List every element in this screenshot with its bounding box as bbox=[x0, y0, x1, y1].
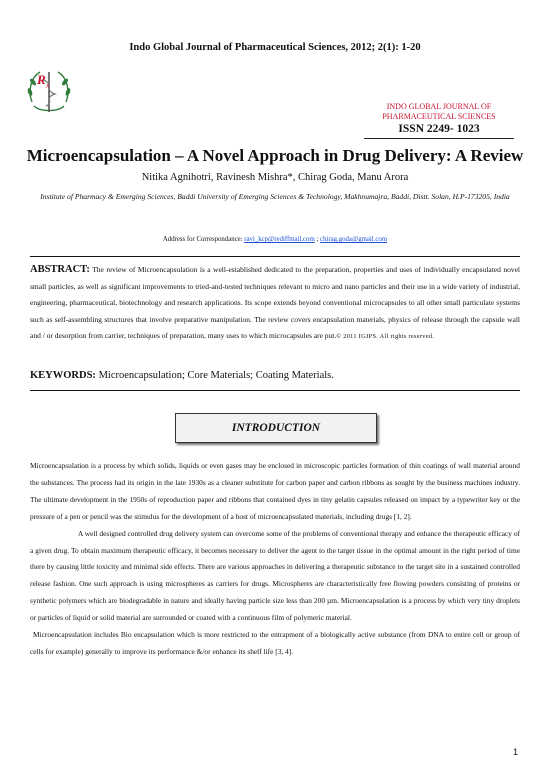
introduction-body bbox=[30, 458, 520, 661]
journal-header: Indo Global Journal of Pharmaceutical Sciences, 2012; 2(1): 1-20 bbox=[129, 42, 421, 53]
brand-line-1: INDO GLOBAL JOURNAL OF bbox=[386, 102, 492, 111]
paragraph-3: Microencapsulation includes Bio encapsulation which is more restricted to the entrapment of a biologically active substance (from DNA to entire cell or group of cells for example) generally to improve its performance &/or enhance its shelf life [3, 4]. bbox=[30, 630, 520, 656]
article-affiliation: Institute of Pharmacy & Emerging Sciences, Baddi University of Emerging Sciences & Technology, Makhnumajra, Baddi, Distt. Solan, H.P-173205, India bbox=[40, 192, 510, 201]
paragraph-1: Microencapsulation is a process by which solids, liquids or even gases may be enclosed in microscopic particles formation of thin coatings of wall material around the substances. The process had its origin in the late 1930s as a cleaner substitute for carbon paper and carbon ribbons as sought by the business machines industry. The ultimate development in the 1950s of reproduction paper and ribbons that contained dyes in tiny gelatin capsules released on impact by a typewriter key or the pressure of a pen or pencil was the stimulus for the development of a host of microencapsulated materials, including drugs [1, 2]. bbox=[30, 461, 520, 521]
keywords bbox=[30, 370, 520, 381]
abstract-label: ABSTRACT: bbox=[30, 264, 90, 275]
section-heading-text: INTRODUCTION bbox=[231, 422, 321, 434]
svg-text:x: x bbox=[46, 81, 50, 90]
svg-text:R: R bbox=[37, 72, 46, 87]
correspondence bbox=[0, 236, 550, 243]
issn: ISSN 2249- 1023 bbox=[398, 123, 480, 135]
keywords-text: Microencapsulation; Core Materials; Coating Materials. bbox=[98, 370, 334, 381]
email-link-1[interactable]: ravi_kcp@rediffmail.com bbox=[244, 236, 315, 243]
divider-top bbox=[30, 256, 520, 257]
section-heading-introduction bbox=[175, 413, 377, 443]
brand-divider bbox=[364, 138, 514, 139]
divider-bottom bbox=[30, 390, 520, 391]
caduceus-rx-logo-icon bbox=[24, 62, 74, 118]
paragraph-2: A well designed controlled drug delivery system can overcome some of the problems of conventional therapy and enhance the therapeutic efficacy of a given drug. To obtain maximum therapeutic efficacy, it becomes necessary to deliver the agent to the target tissue in the optimal amount in the right period of time there by causing little toxicity and minimal side effects. There are various approaches in delivering a therapeutic substance to the target site in a sustained controlled release fashion. One such approach is using microspheres as carriers for drugs. Microspheres are characteristically free flowing powders consisting of proteins or synthetic polymers which are biodegradable in nature and ideally having particle size less than 200 µm. Microencapsulation is a process by which very tiny droplets or particles of liquid or solid material are surrounded or coated with a continuous film of polymeric material. bbox=[30, 528, 520, 623]
abstract-text: The review of Microencapsulation is a well-established dedicated to the preparation, properties and uses of individually encapsulated novel small particles, as well as significant improvements to tried-and-tested techniques relevant to micro and nano particles and their use in a wide variety of industrial, engineering, pharmaceutical, biotechnology and research applications. Its scope extends beyond conventional microcapsules to all other small particulate systems such as self-assembling structures that involve preparative manipulation. The review covers encapsulation materials, physics of release through the capsule wall and / or desorption from carrier, techniques of preparation, many uses to which microcapsules are put. bbox=[30, 265, 520, 341]
article-title: Microencapsulation – A Novel Approach in Drug Delivery: A Review bbox=[26, 146, 524, 165]
email-link-2[interactable]: chirag.goda@gmail.com bbox=[320, 236, 388, 243]
keywords-label: KEYWORDS: bbox=[30, 370, 96, 381]
correspondence-label: Address for Correspondance: bbox=[162, 236, 243, 243]
journal-brand-box bbox=[364, 102, 514, 139]
article-authors: Nitika Agnihotri, Ravinesh Mishra*, Chirag Goda, Manu Arora bbox=[141, 172, 409, 183]
abstract bbox=[30, 262, 520, 346]
brand-line-2: PHARMACEUTICAL SCIENCES bbox=[382, 112, 496, 121]
page-number: 1 bbox=[512, 747, 518, 757]
email-separator: ; bbox=[314, 236, 321, 243]
copyright-notice: © 2011 IGJPS. All rights reserved. bbox=[336, 333, 435, 341]
